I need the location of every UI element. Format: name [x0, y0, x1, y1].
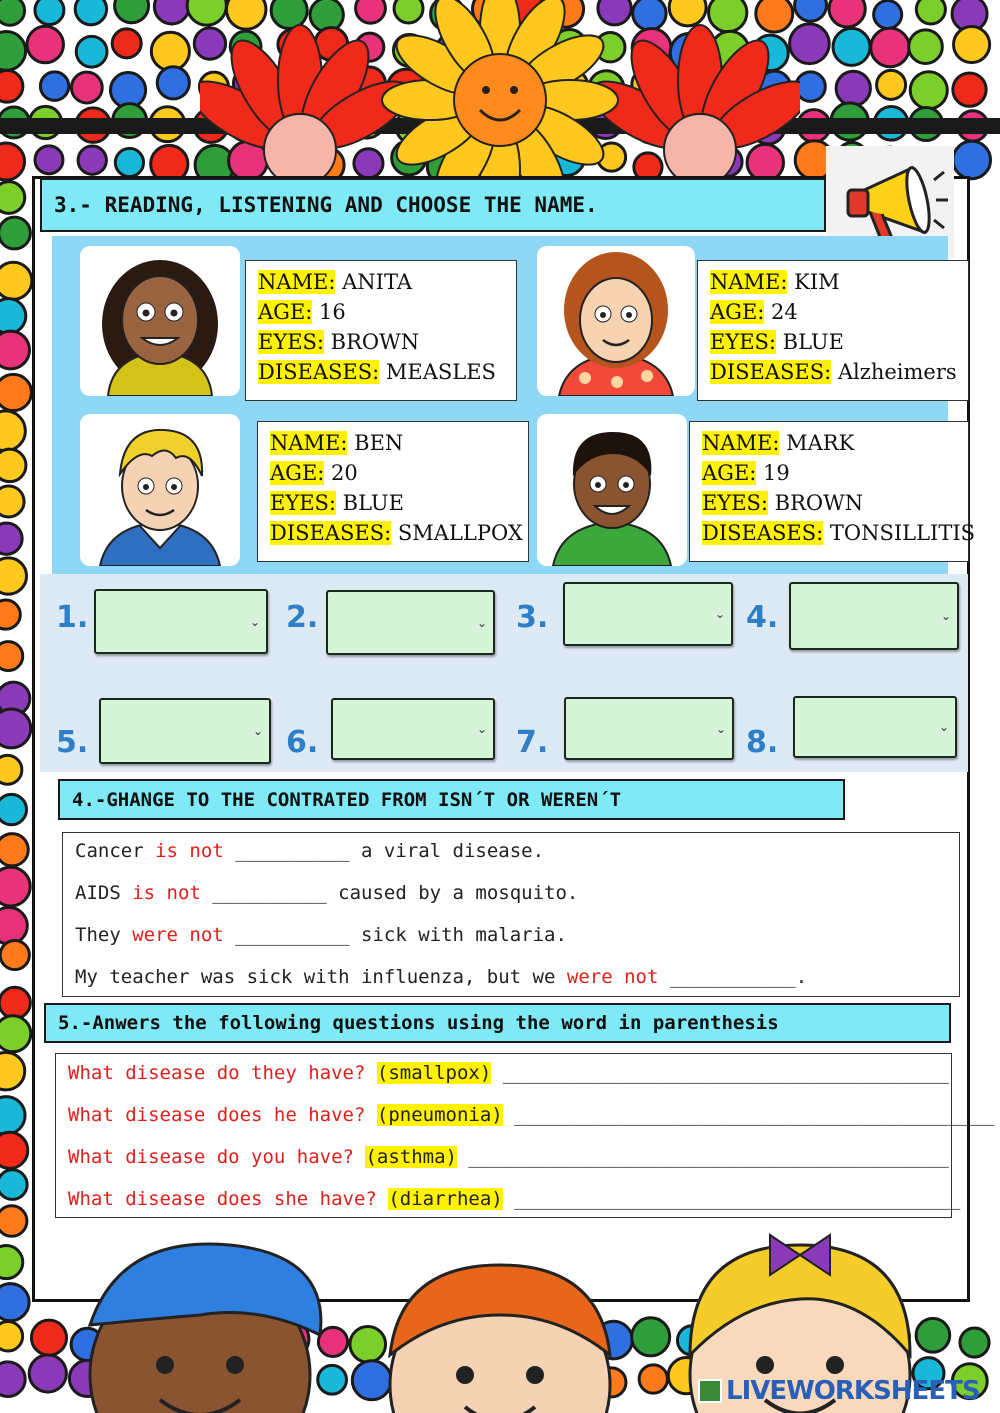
- diseases-label: DISEASES:: [702, 521, 824, 545]
- polka-dot: [0, 182, 25, 214]
- polka-dot: [0, 1016, 31, 1052]
- polka-dot: [916, 0, 945, 24]
- polka-dot: [0, 907, 27, 944]
- section5-question-2: [68, 1104, 995, 1126]
- polka-dot: [953, 73, 986, 106]
- polka-dot: [0, 600, 20, 629]
- polka-dot: [115, 148, 143, 176]
- polka-dot: [78, 146, 106, 174]
- polka-dot: [0, 1097, 25, 1135]
- section5-title: 5.-Anwers the following questions using the word in parenthesis: [58, 1012, 779, 1034]
- profile-age: 20: [331, 461, 358, 485]
- polka-dot: [0, 143, 25, 180]
- section5-question-3: [68, 1146, 949, 1168]
- hint-word: (asthma): [365, 1146, 457, 1168]
- answer-number-8: 8.: [746, 725, 779, 760]
- polka-dot: [874, 1, 902, 29]
- question-text: What disease does he have?: [68, 1104, 366, 1126]
- section5-title-bar: [44, 1003, 951, 1043]
- profile-eyes: BLUE: [782, 330, 844, 354]
- center-flower: [382, 0, 618, 185]
- profile-diseases: TONSILLITIS: [829, 521, 976, 545]
- answer-number-7: 7.: [516, 725, 549, 760]
- answer-select-8[interactable]: [793, 696, 957, 758]
- polka-dot: [0, 794, 27, 824]
- polka-dot: [76, 36, 107, 67]
- chevron-down-icon: ⌄: [476, 615, 487, 630]
- polka-dot: [157, 67, 189, 99]
- liveworksheets-logo: [698, 1374, 980, 1408]
- polka-dot: [0, 940, 29, 969]
- polka-dot: [0, 1052, 25, 1090]
- polka-dot: [0, 374, 31, 410]
- polka-dot: [151, 32, 189, 70]
- profile-name: MARK: [786, 431, 855, 455]
- section4-sentence-3: They were not __________ sick with malaria.: [75, 924, 567, 946]
- section5-question-4: [68, 1188, 960, 1210]
- polka-dot: [829, 0, 865, 27]
- chevron-down-icon: ⌄: [476, 722, 487, 736]
- polka-dot: [0, 709, 31, 748]
- age-label: AGE:: [258, 300, 313, 324]
- negative-form: is not: [132, 882, 201, 904]
- polka-dot: [0, 299, 26, 334]
- negative-form: is not: [155, 840, 224, 862]
- answer-number-2: 2.: [286, 600, 319, 635]
- polka-dot: [35, 146, 63, 174]
- answer-blank: _______________________________________: [514, 1188, 961, 1210]
- name-label: NAME:: [258, 270, 336, 294]
- polka-dot: [0, 755, 22, 784]
- profile-name: KIM: [794, 270, 840, 294]
- polka-dot: [0, 987, 30, 1018]
- profile-age: 16: [319, 300, 346, 324]
- eyes-label: EYES:: [702, 491, 768, 515]
- polka-dot: [910, 72, 947, 109]
- kid-left: [90, 1244, 321, 1413]
- section4-sentence-1: Cancer is not __________ a viral disease.: [75, 840, 545, 862]
- answer-select-2[interactable]: [326, 590, 495, 655]
- polka-dot: [833, 28, 870, 65]
- answer-number-6: 6.: [286, 725, 319, 760]
- profile-name: BEN: [354, 431, 404, 455]
- polka-dot: [0, 217, 30, 249]
- profile-diseases: Alzheimers: [837, 360, 957, 384]
- polka-dot: [0, 867, 30, 906]
- name-label: NAME:: [702, 431, 780, 455]
- section4-title-bar: [58, 779, 845, 820]
- polka-dot: [0, 262, 32, 299]
- negative-form: were not: [566, 966, 659, 988]
- polka-dot: [836, 71, 870, 105]
- age-label: AGE:: [710, 300, 765, 324]
- answer-blank: __________: [223, 840, 361, 862]
- answer-select-6[interactable]: [331, 698, 495, 760]
- answer-number-3: 3.: [516, 600, 549, 635]
- profile-eyes: BROWN: [330, 330, 420, 354]
- polka-dot: [112, 29, 141, 58]
- answer-blank: __________________________________________: [514, 1104, 995, 1126]
- kim-picture: [537, 246, 695, 396]
- hint-word: (smallpox): [376, 1062, 492, 1084]
- profile-diseases: SMALLPOX: [397, 521, 523, 545]
- name-label: NAME:: [270, 431, 348, 455]
- chevron-down-icon: ⌄: [715, 721, 726, 736]
- polka-dot: [0, 523, 22, 554]
- mark-picture: [537, 414, 687, 566]
- chevron-down-icon: ⌄: [252, 724, 263, 738]
- answer-select-7[interactable]: [564, 697, 734, 760]
- polka-dot: [27, 26, 63, 62]
- hint-word: (pneumonia): [376, 1104, 503, 1126]
- profile-name: ANITA: [342, 270, 413, 294]
- eyes-label: EYES:: [258, 330, 324, 354]
- answer-number-1: 1.: [56, 600, 89, 635]
- anita-picture: [80, 246, 240, 396]
- polka-dot: [40, 72, 68, 100]
- eyes-label: EYES:: [270, 491, 336, 515]
- section4-sentence-4: My teacher was sick with influenza, but we were not ___________.: [75, 966, 808, 988]
- section4-title: 4.-GHANGE TO THE CONTRATED FROM ISN´T OR WEREN´T: [72, 788, 622, 811]
- polka-dot: [0, 486, 24, 517]
- answer-blank: _______________________________________: [502, 1062, 949, 1084]
- chevron-down-icon: ⌄: [940, 609, 951, 623]
- answer-blank: __________: [223, 924, 361, 946]
- flowers-decoration: [200, 0, 800, 185]
- polka-dot: [35, 0, 64, 25]
- answer-select-4[interactable]: [789, 582, 959, 650]
- section4-sentence-2: AIDS is not __________ caused by a mosquito.: [75, 882, 579, 904]
- polka-dot: [0, 642, 23, 671]
- profile-age: 19: [763, 461, 790, 485]
- polka-dot: [909, 30, 943, 64]
- profile-card-mark: [689, 421, 976, 562]
- answer-blank: __________________________________________: [468, 1146, 949, 1168]
- polka-dot: [75, 0, 106, 25]
- answer-number-5: 5.: [56, 725, 89, 760]
- polka-dot: [871, 28, 910, 67]
- answer-blank: ___________: [658, 966, 796, 988]
- polka-dot: [0, 449, 26, 482]
- profile-eyes: BROWN: [774, 491, 864, 515]
- answer-blank: __________: [200, 882, 339, 904]
- chevron-down-icon: ⌄: [249, 614, 260, 629]
- logo-icon: [698, 1379, 722, 1403]
- polka-dot: [796, 72, 825, 101]
- answer-number-4: 4.: [746, 600, 779, 635]
- diseases-label: DISEASES:: [270, 521, 392, 545]
- profile-card-kim: [697, 260, 969, 401]
- hint-word: (diarrhea): [388, 1188, 503, 1210]
- polka-dot: [0, 32, 26, 71]
- answer-select-3[interactable]: [563, 582, 733, 646]
- negative-form: were not: [132, 924, 224, 946]
- kid-middle: [390, 1265, 610, 1413]
- polka-dot: [0, 1170, 27, 1200]
- polka-dot: [0, 411, 25, 451]
- question-text: What disease do they have?: [68, 1062, 366, 1084]
- polka-dot: [71, 72, 102, 103]
- polka-dot: [954, 26, 990, 62]
- chevron-down-icon: ⌄: [938, 720, 949, 734]
- eyes-label: EYES:: [710, 330, 776, 354]
- polka-dot: [0, 1132, 28, 1168]
- answer-select-1[interactable]: [94, 589, 268, 654]
- watermark-text: LIVEWORKSHEETS: [726, 1376, 980, 1406]
- profile-age: 24: [771, 300, 798, 324]
- polka-dot: [0, 70, 23, 102]
- profile-card-anita: [245, 260, 517, 401]
- polka-dot: [0, 558, 27, 594]
- section5-question-1: [68, 1062, 949, 1084]
- diseases-label: DISEASES:: [258, 360, 380, 384]
- ben-picture: [80, 414, 240, 566]
- answer-select-5[interactable]: [99, 698, 271, 764]
- question-text: What disease does she have?: [68, 1188, 377, 1210]
- question-text: What disease do you have?: [68, 1146, 354, 1168]
- polka-dot: [877, 70, 906, 99]
- polka-dot: [154, 0, 189, 24]
- polka-dot: [0, 834, 28, 866]
- profile-card-ben: [257, 421, 529, 562]
- section3-title-bar: [40, 178, 826, 232]
- age-label: AGE:: [702, 461, 757, 485]
- polka-dot: [0, 0, 25, 25]
- polka-dot: [115, 0, 149, 23]
- name-label: NAME:: [710, 270, 788, 294]
- profile-diseases: MEASLES: [385, 360, 496, 384]
- diseases-label: DISEASES:: [710, 360, 832, 384]
- chevron-down-icon: ⌄: [714, 607, 725, 621]
- polka-dot: [953, 141, 991, 179]
- age-label: AGE:: [270, 461, 325, 485]
- profile-eyes: BLUE: [342, 491, 404, 515]
- section3-title: 3.- READING, LISTENING AND CHOOSE THE NAME.: [54, 193, 598, 217]
- polka-dot: [0, 331, 29, 369]
